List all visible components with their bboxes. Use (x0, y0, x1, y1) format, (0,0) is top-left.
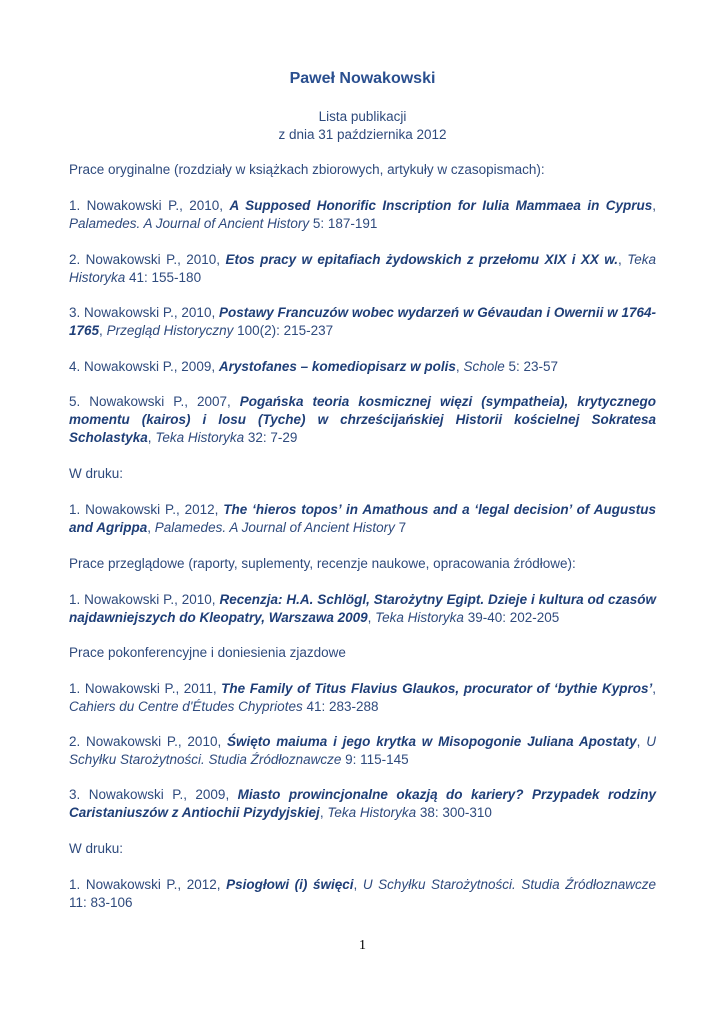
entry-title: Święto maiuma i jego krytka w Misopogonie Juliana Apostaty (227, 734, 637, 749)
subtitle-line-2: z dnia 31 października 2012 (278, 127, 447, 142)
publication-entry (69, 501, 656, 537)
entry-journal: Teka Historyka (327, 805, 417, 820)
publication-entry (69, 393, 656, 447)
publication-entry (69, 876, 656, 912)
entry-journal: Teka Historyka (69, 252, 656, 285)
publication-entry (69, 591, 656, 627)
author-name: Paweł Nowakowski (289, 70, 436, 87)
entry-journal: Schole (463, 359, 505, 374)
entry-title: The Family of Titus Flavius Glaukos, procurator of ‘bythie Kypros’ (221, 681, 653, 696)
publication-entry (69, 680, 656, 716)
publication-entry (69, 304, 656, 340)
entry-journal: Palamedes. A Journal of Ancient History (69, 216, 310, 231)
entry-title: A Supposed Honorific Inscription for Iulia Mammaea in Cyprus (229, 198, 653, 213)
entry-journal: U Schyłku Starożytności. Studia Źródłoznawcze (69, 734, 656, 767)
entry-prefix: 1. Nowakowski P., 2012, (69, 877, 227, 892)
entry-details: 41: 283-288 (302, 699, 379, 714)
entry-details: 5: 23-57 (504, 359, 559, 374)
publication-entry (69, 358, 656, 376)
entry-prefix: 2. Nowakowski P., 2010, (69, 252, 226, 267)
entry-separator: , (636, 734, 647, 749)
entry-prefix: 1. Nowakowski P., 2011, (69, 681, 222, 696)
entry-prefix: 4. Nowakowski P., 2009, (69, 359, 219, 374)
section-heading-original-works: Prace oryginalne (rozdziały w książkach zbiorowych, artykuły w czasopismach): (69, 162, 545, 177)
entry-separator: , (652, 681, 656, 696)
publication-entry (69, 197, 656, 233)
entry-details: 11: 83-106 (69, 895, 133, 910)
entry-prefix: 1. Nowakowski P., 2012, (69, 502, 224, 517)
document-subtitle (0, 108, 725, 144)
entry-separator: , (367, 610, 376, 625)
entry-separator: , (319, 805, 328, 820)
entry-title: Recenzja: H.A. Schlögl, Starożytny Egipt. Dzieje i kultura od czasów najdawniejszych do Kleopatry, Warszawa 2009 (69, 592, 656, 625)
entry-title: The ‘hieros topos’ in Amathous and a ‘legal decision’ of Augustus and Agrippa (69, 502, 656, 535)
section-heading-in-press-2: W druku: (69, 841, 124, 856)
section-heading-review-works: Prace przeglądowe (raporty, suplementy, recenzje naukowe, opracowania źródłowe): (69, 556, 576, 571)
entry-journal: Palamedes. A Journal of Ancient History (154, 520, 395, 535)
entry-title: Psiogłowi (i) święci (226, 877, 354, 892)
entry-separator: , (147, 430, 156, 445)
publication-entry (69, 251, 656, 287)
entry-prefix: 3. Nowakowski P., 2009, (69, 787, 238, 802)
entry-journal: Cahiers du Centre d'Études Chypriotes (69, 699, 303, 714)
entry-journal: Przegląd Historyczny (106, 323, 234, 338)
entry-details: 5: 187-191 (309, 216, 378, 231)
entry-separator: , (147, 520, 155, 535)
entry-details: 41: 155-180 (125, 270, 202, 285)
subtitle-line-1: Lista publikacji (318, 109, 407, 124)
entry-title: Miasto prowincjonalne okazją do kariery? Przypadek rodziny Caristaniuszów z Antiochii Pizydyjskiej (69, 787, 656, 820)
section-heading-conference-works: Prace pokonferencyjne i doniesienia zjazdowe (69, 645, 346, 660)
entry-journal: U Schyłku Starożytności. Studia Źródłoznawcze (362, 877, 656, 892)
publication-entry (69, 786, 656, 822)
section-heading-in-press: W druku: (69, 466, 124, 481)
entry-prefix: 1. Nowakowski P., 2010, (69, 198, 230, 213)
entry-journal: Teka Historyka (375, 610, 464, 625)
entry-details: 7 (394, 520, 407, 535)
entry-details: 32: 7-29 (244, 430, 298, 445)
entry-separator: , (99, 323, 107, 338)
entry-prefix: 2. Nowakowski P., 2010, (69, 734, 227, 749)
entry-prefix: 1. Nowakowski P., 2010, (69, 592, 220, 607)
entry-title: Etos pracy w epitafiach żydowskich z przełomu XIX i XX w. (225, 252, 619, 267)
entry-details: 38: 300-310 (416, 805, 492, 820)
entry-separator: , (618, 252, 628, 267)
entry-journal: Teka Historyka (155, 430, 245, 445)
publication-entry (69, 733, 656, 769)
entry-title: Arystofanes – komediopisarz w polis (218, 359, 456, 374)
entry-details: 39-40: 202-205 (463, 610, 560, 625)
entry-title: Postawy Francuzów wobec wydarzeń w Gévaudan i Owernii w 1764-1765 (69, 305, 656, 338)
page-number: 1 (359, 938, 366, 953)
entry-details: 100(2): 215-237 (233, 323, 334, 338)
entry-prefix: 5. Nowakowski P., 2007, (69, 394, 240, 409)
entry-title: Pogańska teoria kosmicznej więzi (sympatheia), krytycznego momentu (kairos) i losu (Tyche) w chrześcijańskiej Historii kościelnej Sokratesa Scholastyka (69, 394, 656, 445)
entry-separator: , (652, 198, 656, 213)
entry-separator: , (353, 877, 363, 892)
entry-separator: , (455, 359, 464, 374)
entry-prefix: 3. Nowakowski P., 2010, (69, 305, 219, 320)
entry-details: 9: 115-145 (341, 752, 409, 767)
